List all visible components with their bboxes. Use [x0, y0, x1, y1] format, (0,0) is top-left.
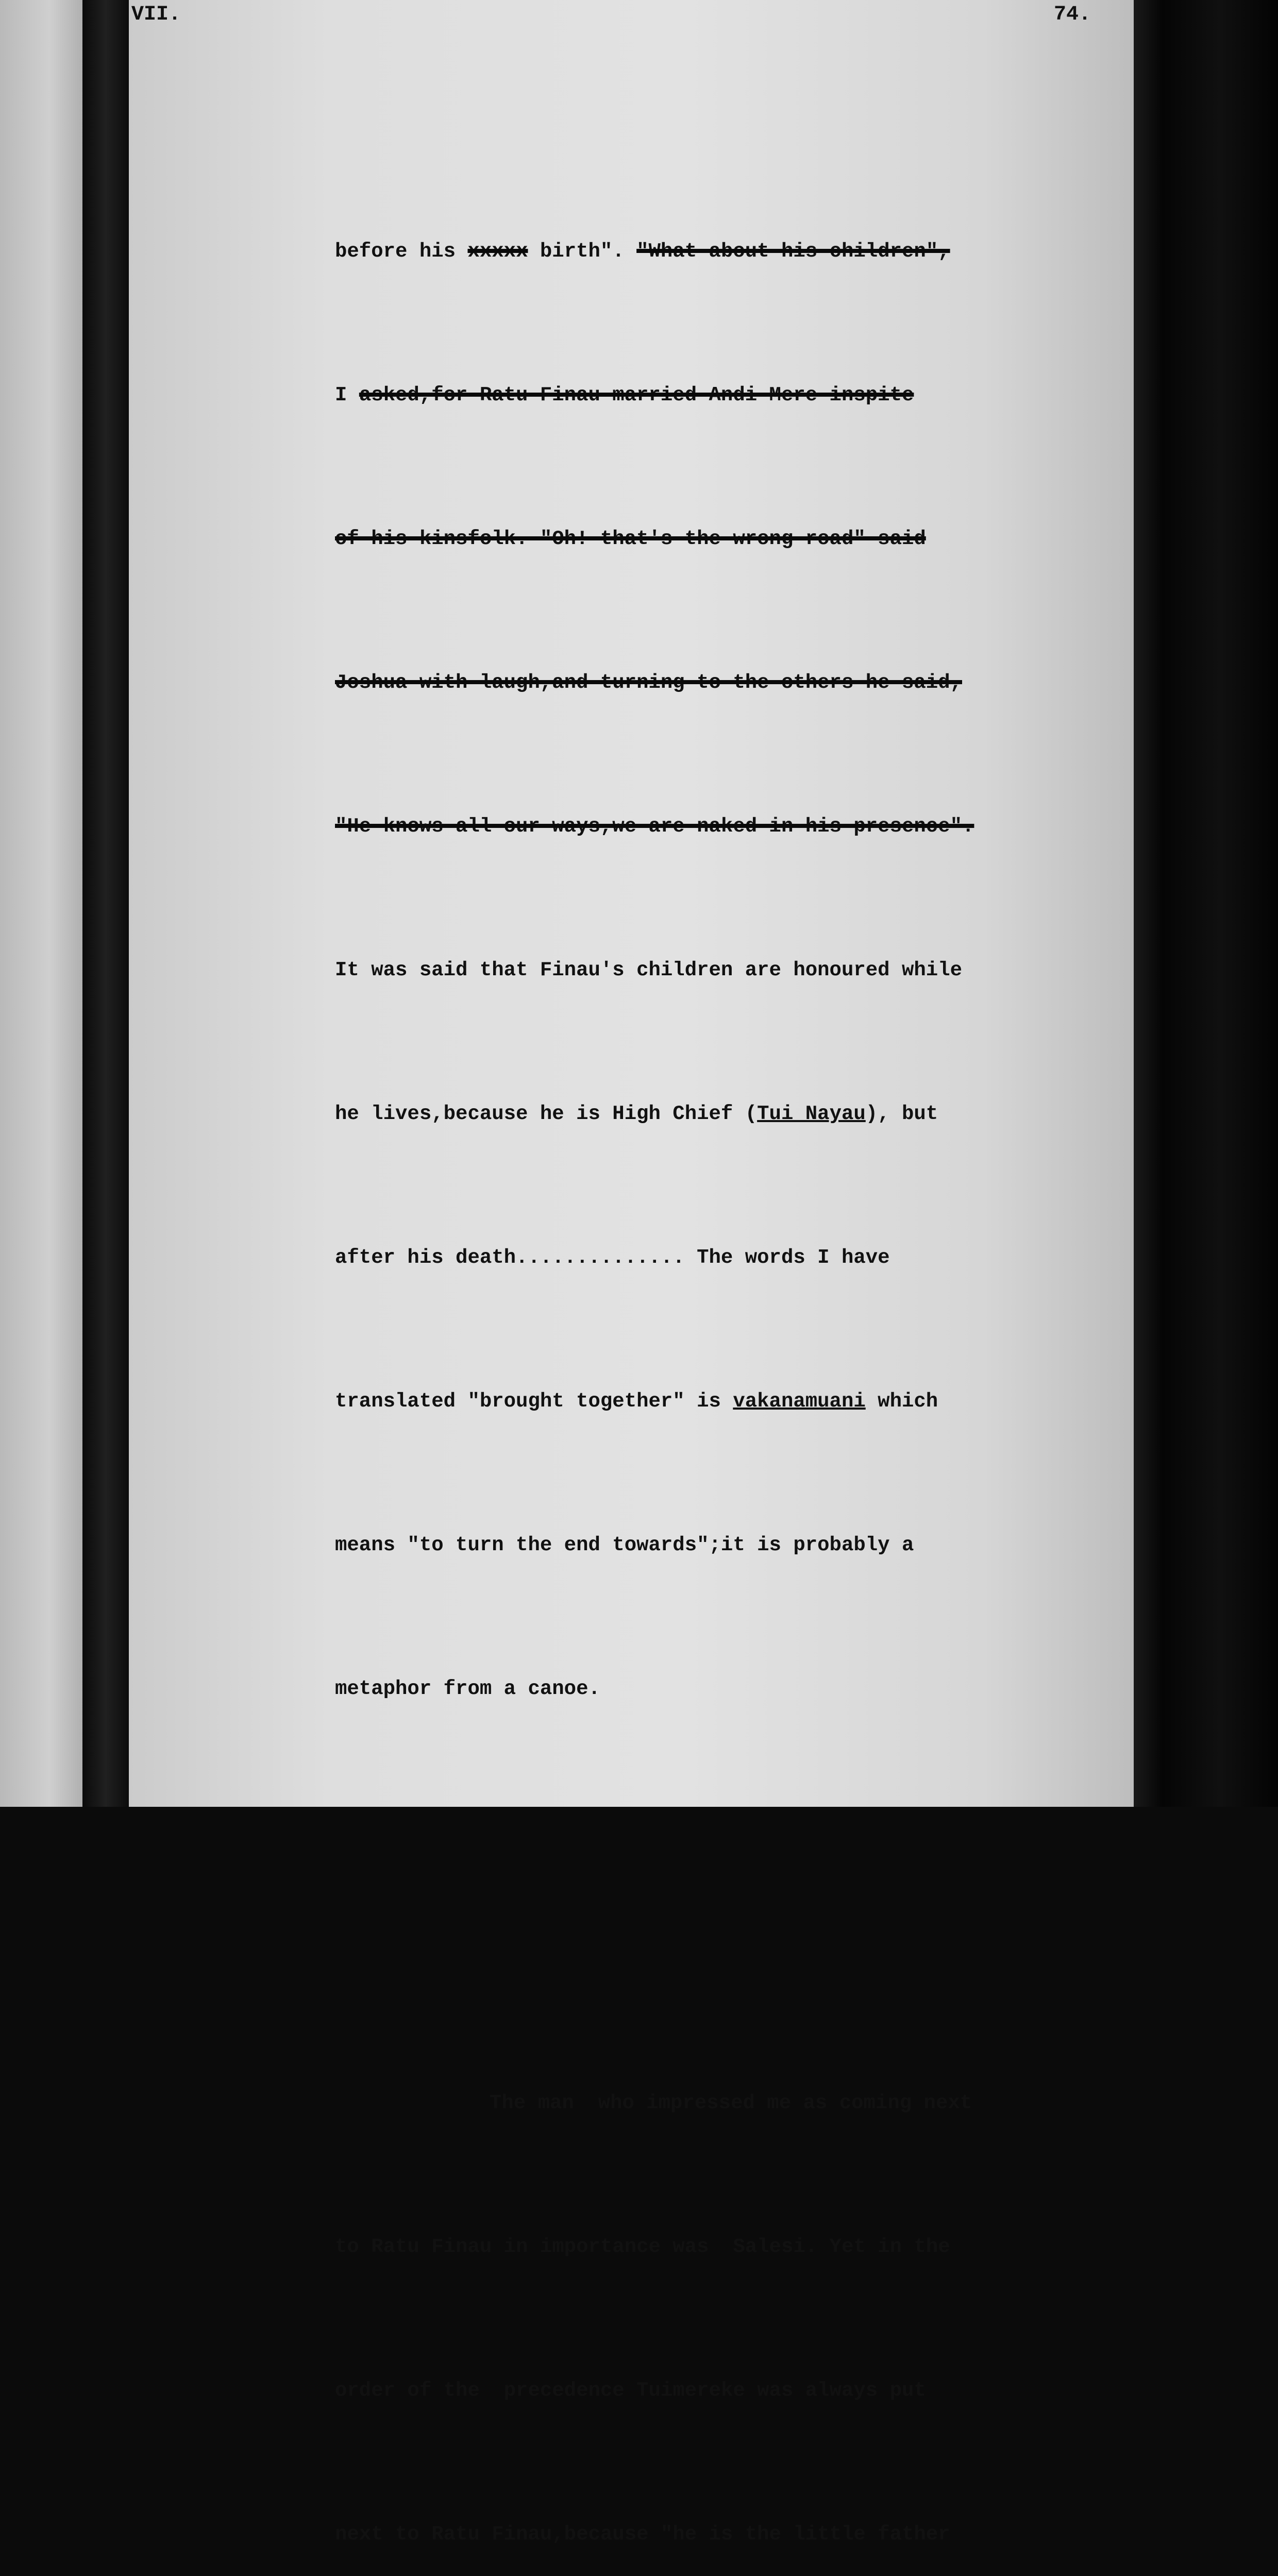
text-line: The man who impressed me as coming next [490, 2092, 972, 2114]
text-line: to Ratu Finau in importance was Salesi. Yet in the [335, 2235, 950, 2258]
paragraph-gap [335, 1857, 1092, 1888]
struck-text: of his kinsfolk. "Oh! that's the wrong road" said [335, 528, 926, 550]
struck-text: asked,for Ratu Finau married Andi Mere inspite [359, 384, 914, 406]
chapter-mark: VII. [131, 3, 181, 26]
text-line: means "to turn the end towards";it is probably a [335, 1534, 914, 1556]
struck-text: "What about his children", [636, 240, 950, 263]
text-line: next to Ratu Finau,because "he is the little father [335, 2523, 950, 2546]
text-line: It was said that Finau's children are honoured while [335, 959, 962, 981]
text-line: after his death.............. The words I have [335, 1246, 890, 1269]
struck-word: xxxxx [467, 240, 528, 263]
text-line: translated "brought together" is vakanamuani which [335, 1390, 938, 1413]
text-line: metaphor from a canoe. [335, 1677, 600, 1700]
book-edge [1134, 0, 1278, 1807]
text-line: order of the precedence Tuimereke was always put [335, 2379, 926, 2402]
text-line: he lives,because he is High Chief (Tui Nayau), but [335, 1103, 938, 1125]
text-line [335, 515, 1092, 563]
struck-text: "He knows all our ways,we are naked in his presence". [335, 815, 974, 838]
text-line: I asked,for Ratu Finau married Andi Mere inspite [335, 384, 914, 406]
book-binding [82, 0, 129, 1807]
previous-page-edge [0, 0, 82, 1807]
underlined-term: Tui Nayau [757, 1103, 866, 1125]
underlined-term: vakanamuani [733, 1390, 866, 1413]
typed-body-text [335, 84, 1092, 2576]
struck-text: Joshua with laugh,and turning to the others he said, [335, 671, 962, 694]
text-line [335, 803, 1092, 851]
text-line: before his xxxxx birth". "What about his children", [335, 240, 950, 263]
page-number: 74. [1054, 3, 1091, 26]
text-line [335, 659, 1092, 707]
